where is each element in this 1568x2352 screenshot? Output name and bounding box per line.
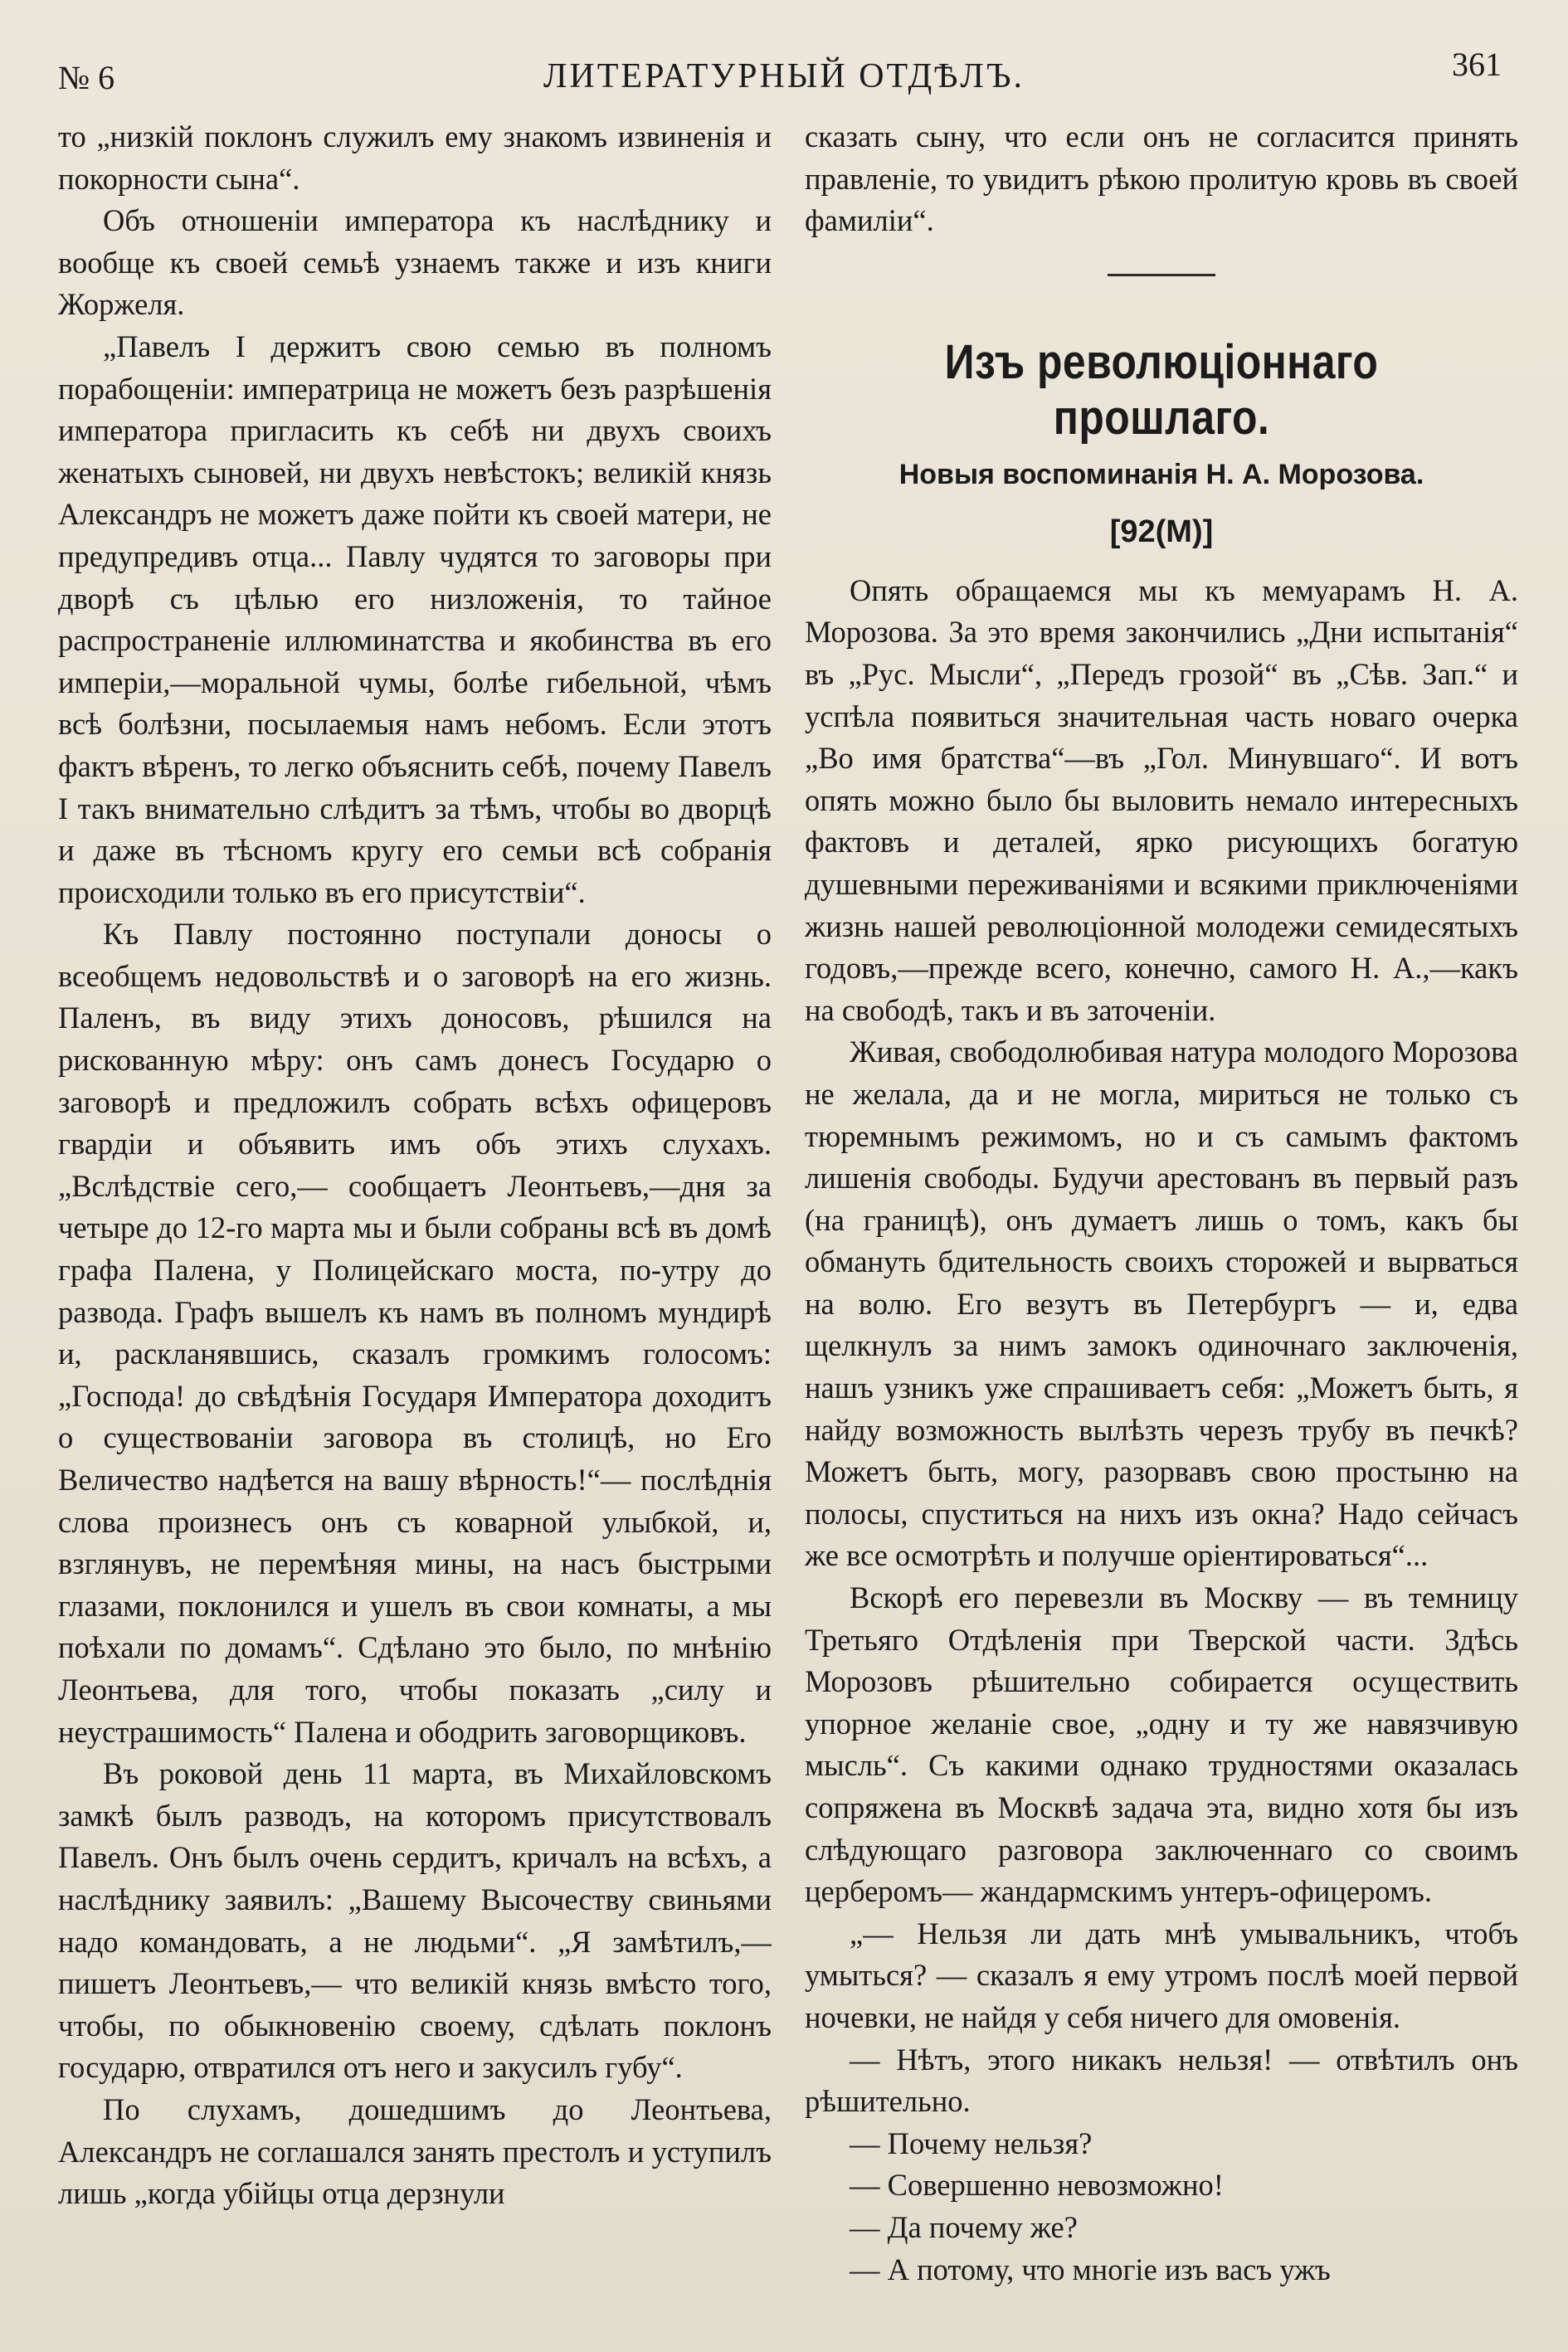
section-divider bbox=[1108, 274, 1215, 276]
page-number: 361 bbox=[1452, 46, 1502, 83]
paragraph: Вскорѣ его перевезли въ Москву — въ темницу Третьяго Отдѣленія при Тверской части. Здѣсь Морозовъ рѣшительно собирается осуществить упорное желаніе свое, „одну и ту же навязчивую мысль“. Съ какими однако трудностями оказалась сопряжена въ Москвѣ задача эта, видно хотя бы изъ слѣдующаго разговора заключеннаго со своимъ церберомъ— жандармскимъ унтеръ-офицеромъ. bbox=[805, 1580, 1518, 1909]
issue-number: № 6 bbox=[58, 59, 115, 96]
paragraph: Въ роковой день 11 марта, въ Михайловскомъ замкѣ былъ разводъ, на которомъ присутствовалъ Павелъ. Онъ былъ очень сердитъ, кричалъ на всѣхъ, а наслѣднику заявилъ: „Вашему Высочеству свиньями надо командовать, а не людьми“. „Я замѣтилъ,— пишетъ Леонтьевъ,— что великій князь вмѣсто того, чтобы, по обыкновенію своему, сдѣлать поклонъ государю, отвратился отъ него и закусилъ губу“. bbox=[58, 1756, 772, 2085]
dialogue-line: „— Нельзя ли дать мнѣ умывальникъ, чтобъ умыться? — сказалъ я ему утромъ послѣ моей первой ночевки, не найдя у себя ничего для омовенія. bbox=[805, 1916, 1518, 2034]
right-column bbox=[805, 116, 1518, 2327]
section-title: ЛИТЕРАТУРНЫЙ ОТДѢЛЪ. bbox=[543, 57, 1025, 95]
continuation-paragraph: сказать сыну, что если онъ не согласится принять правленіе, то увидитъ рѣкою пролитую кровь въ своей фамиліи“. bbox=[805, 119, 1518, 238]
dialogue-line: — Почему нельзя? bbox=[850, 2126, 1093, 2160]
quote-paragraph: „Павелъ I держитъ свою семью въ полномъ порабощеніи: императрица не можетъ безъ разрѣшенія императора пригласить къ себѣ ни двухъ своихъ женатыхъ сыновей, ни двухъ невѣстокъ; великій князь Александръ не можетъ даже пойти къ своей матери, не предупредивъ отца... Павлу чудятся то заговоры при дворѣ съ цѣлью его низложенія, то тайное распространеніе иллюминатства и якобинства въ его имперіи,—моральной чумы, болѣе гибельной, чѣмъ всѣ болѣзни, посылаемыя намъ небомъ. Если этотъ фактъ вѣренъ, то легко объяснить себѣ, почему Павелъ I такъ внимательно слѣдитъ за тѣмъ, чтобы во дворцѣ и даже въ тѣсномъ кругу его семьи всѣ собранія происходили только въ его присутствіи“. bbox=[58, 329, 772, 909]
left-column bbox=[58, 116, 772, 2327]
dialogue-line: — Совершенно невозможно! bbox=[850, 2168, 1224, 2203]
page-header bbox=[58, 25, 1510, 116]
paragraph: Опять обращаемся мы къ мемуарамъ Н. А. Морозова. За это время закончились „Дни испытанія“ въ „Рус. Мысли“, „Передъ грозой“ въ „Сѣв. Зап.“ и успѣла появиться значительная часть новаго очерка „Во имя братства“—въ „Гол. Минувшаго“. И вотъ опять можно было бы выловить немало интересныхъ фактовъ и деталей, ярко рисующихъ богатую душевными переживаніями и всякими приключеніями жизнь нашей революціонной молодежи семидесятыхъ годовъ,—прежде всего, конечно, самого Н. А.,—какъ на свободѣ, такъ и въ заточеніи. bbox=[805, 572, 1518, 1027]
paragraph: Къ Павлу постоянно поступали доносы о всеобщемъ недовольствѣ и о заговорѣ на его жизнь. Паленъ, въ виду этихъ доносовъ, рѣшился на рискованную мѣру: онъ самъ донесъ Государю о заговорѣ и предложилъ собрать всѣхъ офицеровъ гвардіи и объявить имъ объ этихъ слухахъ. „Вслѣдствіе сего,— сообщаетъ Леонтьевъ,—дня за четыре до 12-го марта мы и были собраны всѣ въ домѣ графа Палена, у Полицейскаго моста, по-утру до развода. Графъ вышелъ къ намъ въ полномъ мундирѣ и, раскланявшись, сказалъ громкимъ голосомъ: „Господа! до свѣдѣнія Государя Императора доходитъ о существованіи заговора въ столицѣ, но Его Величество надѣется на вашу вѣрность!“— послѣднія слова произнесъ онъ съ коварной улыбкой, и, взглянувъ, не перемѣняя мины, на насъ быстрыми глазами, поклонился и ушелъ въ свои комнаты, а мы поѣхали по домамъ“. Сдѣлано это было, по мнѣнію Леонтьева, для того, чтобы показать „силу и неустрашимость“ Палена и ободрить заговорщиковъ. bbox=[58, 917, 772, 1749]
paragraph: Объ отношеніи императора къ наслѣднику и вообще къ своей семьѣ узнаемъ также и изъ книги Жоржеля. bbox=[58, 203, 772, 322]
paragraph: Живая, свободолюбивая натура молодого Морозова не желала, да и не могла, мириться не только съ тюремнымъ режимомъ, но и съ самымъ фактомъ лишенія свободы. Будучи арестованъ въ первый разъ (на границѣ), онъ думаетъ лишь о томъ, какъ бы обмануть бдительность своихъ сторожей и вырваться на волю. Его везутъ въ Петербургъ — и, едва щелкнулъ за нимъ замокъ одиночнаго заключенія, нашъ узникъ уже спрашиваетъ себя: „Можетъ быть, я найду возможность вылѣзть черезъ трубу въ печкѣ? Можетъ быть, могу, разорвавъ свою простыню на полосы, спуститься на нихъ изъ окна? Надо сейчасъ же все осмотрѣть и получше оріентироваться“... bbox=[805, 1035, 1518, 1573]
article-subtitle: Новыя воспоминанія Н. А. Морозова. bbox=[898, 458, 1424, 490]
article-title: Изъ революціоннаго прошлаго. bbox=[944, 334, 1379, 445]
paragraph: то „низкій поклонъ служилъ ему знакомъ извиненія и покорности сына“. bbox=[58, 119, 772, 196]
text-columns bbox=[58, 116, 1518, 2327]
dialogue-line: — Да почему же? bbox=[850, 2209, 1078, 2244]
article-code: [92(М)] bbox=[1109, 514, 1214, 549]
dialogue-line: — А потому, что многіе изъ васъ ужъ bbox=[850, 2252, 1331, 2286]
dialogue-line: — Нѣтъ, этого никакъ нельзя! — отвѣтилъ онъ рѣшительно. bbox=[805, 2042, 1518, 2119]
paragraph: По слухамъ, дошедшимъ до Леонтьева, Александръ не соглашался занять престолъ и уступилъ лишь „когда убійцы отца дерзнули bbox=[58, 2091, 772, 2211]
